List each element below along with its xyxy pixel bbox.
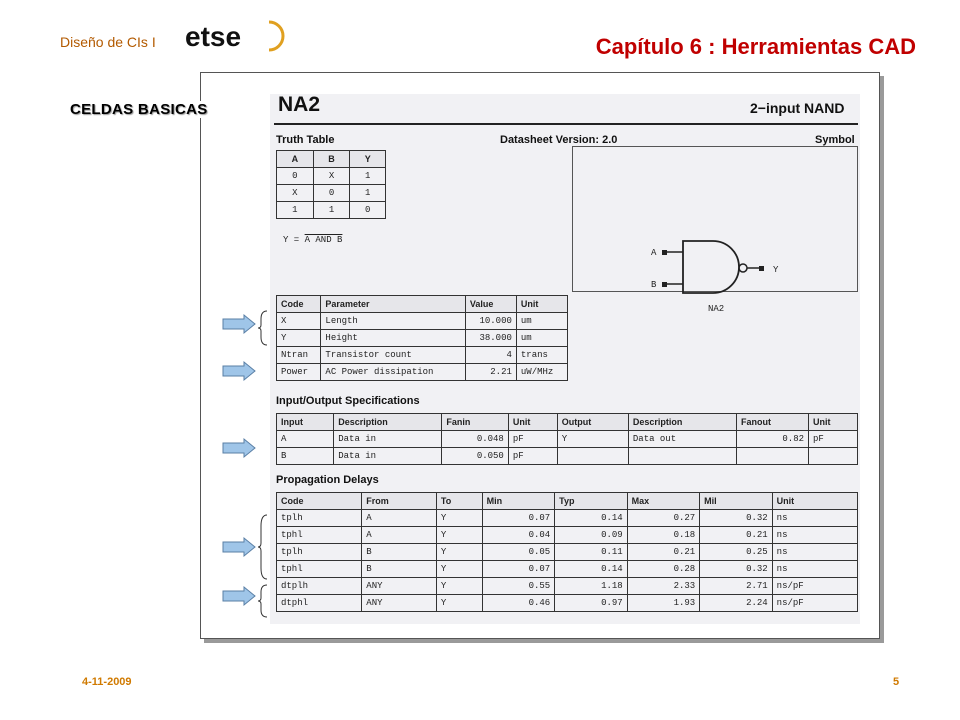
table-row: [277, 347, 568, 364]
table-row: [277, 448, 858, 465]
symbol-title: Symbol: [815, 134, 855, 146]
column-header: Description: [334, 414, 442, 431]
table-cell: 4: [465, 347, 516, 364]
table-cell: 1.18: [555, 578, 628, 595]
column-header: Value: [465, 296, 516, 313]
table-cell: 0.21: [700, 527, 773, 544]
table-row: [277, 185, 386, 202]
table-cell: um: [516, 313, 567, 330]
table-cell: [809, 448, 858, 465]
table-row: [277, 510, 858, 527]
svg-text:Y: Y: [773, 265, 779, 275]
column-header: Parameter: [321, 296, 465, 313]
table-cell: [628, 448, 736, 465]
table-cell: Y: [436, 595, 482, 612]
io-table: [276, 413, 858, 465]
table-cell: 0.05: [482, 544, 555, 561]
divider: [274, 123, 858, 125]
table-row: [277, 595, 858, 612]
column-header: Output: [557, 414, 628, 431]
column-header: B: [313, 151, 350, 168]
truth-table-title: Truth Table: [276, 134, 335, 146]
table-header-row: [277, 414, 858, 431]
table-cell: ANY: [362, 578, 437, 595]
table-row: [277, 578, 858, 595]
column-header: Unit: [772, 493, 857, 510]
io-title: Input/Output Specifications: [276, 395, 420, 407]
table-row: [277, 168, 386, 185]
table-cell: 0.14: [555, 510, 628, 527]
column-header: Typ: [555, 493, 628, 510]
table-cell: B: [362, 561, 437, 578]
table-cell: tphl: [277, 561, 362, 578]
table-cell: 2.24: [700, 595, 773, 612]
svg-text:B: B: [651, 280, 657, 290]
table-cell: 0: [313, 185, 350, 202]
page-number: 5: [893, 676, 900, 688]
table-cell: 0.048: [442, 431, 509, 448]
pointer-arrow: [222, 537, 256, 557]
table-cell: 0.07: [482, 510, 555, 527]
course-title: Diseño de CIs I: [60, 34, 156, 50]
column-header: Min: [482, 493, 555, 510]
table-cell: Length: [321, 313, 465, 330]
column-header: To: [436, 493, 482, 510]
table-cell: Y: [436, 510, 482, 527]
table-cell: 2.71: [700, 578, 773, 595]
table-cell: uW/MHz: [516, 364, 567, 381]
column-header: Y: [350, 151, 386, 168]
table-cell: 1: [350, 168, 386, 185]
table-cell: 0.27: [627, 510, 700, 527]
table-cell: Data in: [334, 448, 442, 465]
table-cell: 0.14: [555, 561, 628, 578]
pointer-arrow: [222, 586, 256, 606]
table-cell: 0.32: [700, 561, 773, 578]
column-header: Description: [628, 414, 736, 431]
table-cell: A: [362, 510, 437, 527]
table-row: [277, 544, 858, 561]
column-header: Unit: [516, 296, 567, 313]
pointer-arrow: [222, 438, 256, 458]
table-cell: 1: [350, 185, 386, 202]
table-cell: Y: [436, 578, 482, 595]
table-cell: 1: [277, 202, 314, 219]
column-header: Unit: [508, 414, 557, 431]
table-cell: 0.09: [555, 527, 628, 544]
table-row: [277, 313, 568, 330]
table-cell: 0.07: [482, 561, 555, 578]
table-cell: Ntran: [277, 347, 321, 364]
table-cell: AC Power dissipation: [321, 364, 465, 381]
table-cell: X: [313, 168, 350, 185]
column-header: Fanin: [442, 414, 509, 431]
table-cell: X: [277, 185, 314, 202]
table-cell: ns/pF: [772, 578, 857, 595]
table-cell: tplh: [277, 544, 362, 561]
table-cell: pF: [809, 431, 858, 448]
column-header: Max: [627, 493, 700, 510]
table-cell: ns: [772, 561, 857, 578]
table-cell: 0.97: [555, 595, 628, 612]
table-cell: dtphl: [277, 595, 362, 612]
column-header: Mil: [700, 493, 773, 510]
table-cell: X: [277, 313, 321, 330]
table-cell: Power: [277, 364, 321, 381]
table-cell: B: [277, 448, 334, 465]
etse-logo: [183, 18, 283, 54]
column-header: Code: [277, 493, 362, 510]
table-cell: 0.32: [700, 510, 773, 527]
table-cell: pF: [508, 448, 557, 465]
table-cell: tplh: [277, 510, 362, 527]
column-header: Unit: [809, 414, 858, 431]
table-cell: Data in: [334, 431, 442, 448]
table-cell: 0.04: [482, 527, 555, 544]
footer-date: 4-11-2009: [82, 676, 132, 688]
table-cell: 0.82: [736, 431, 808, 448]
table-cell: A: [362, 527, 437, 544]
cell-description: 2−input NAND: [750, 100, 845, 116]
table-cell: 0.21: [627, 544, 700, 561]
brace: [258, 514, 268, 580]
table-header-row: [277, 493, 858, 510]
table-cell: ns: [772, 544, 857, 561]
table-row: [277, 330, 568, 347]
cell-name: NA2: [278, 93, 321, 116]
table-cell: ns: [772, 510, 857, 527]
table-cell: um: [516, 330, 567, 347]
pointer-arrow: [222, 314, 256, 334]
symbol-box: [572, 146, 858, 314]
table-cell: tphl: [277, 527, 362, 544]
table-cell: 1: [313, 202, 350, 219]
nand-gate-symbol: [573, 147, 857, 314]
table-cell: trans: [516, 347, 567, 364]
svg-text:A: A: [651, 248, 657, 258]
table-cell: 0.25: [700, 544, 773, 561]
table-cell: 38.000: [465, 330, 516, 347]
table-cell: ns/pF: [772, 595, 857, 612]
table-row: [277, 527, 858, 544]
table-cell: 0.18: [627, 527, 700, 544]
table-cell: 2.21: [465, 364, 516, 381]
column-header: Input: [277, 414, 334, 431]
column-header: A: [277, 151, 314, 168]
column-header: Fanout: [736, 414, 808, 431]
brace: [258, 584, 268, 618]
table-cell: [736, 448, 808, 465]
brace: [258, 310, 268, 346]
table-cell: Data out: [628, 431, 736, 448]
pointer-arrow: [222, 361, 256, 381]
table-cell: 0.46: [482, 595, 555, 612]
table-row: [277, 431, 858, 448]
table-cell: A: [277, 431, 334, 448]
table-cell: Transistor count: [321, 347, 465, 364]
column-header: From: [362, 493, 437, 510]
slide-title: Capítulo 6 : Herramientas CAD: [595, 34, 916, 59]
table-cell: 0: [350, 202, 386, 219]
table-cell: Height: [321, 330, 465, 347]
table-cell: ANY: [362, 595, 437, 612]
table-cell: 1.93: [627, 595, 700, 612]
table-cell: Y: [436, 544, 482, 561]
delays-title: Propagation Delays: [276, 474, 379, 486]
table-row: [277, 364, 568, 381]
table-cell: Y: [557, 431, 628, 448]
table-cell: 0.55: [482, 578, 555, 595]
svg-text:NA2: NA2: [708, 304, 725, 314]
logic-equation: Y = A AND B: [283, 235, 343, 245]
svg-text:etse: etse: [185, 21, 242, 52]
table-cell: Y: [277, 330, 321, 347]
table-row: [277, 202, 386, 219]
column-header: Code: [277, 296, 321, 313]
truth-table: [276, 150, 386, 219]
table-cell: [557, 448, 628, 465]
table-header-row: [277, 151, 386, 168]
table-cell: 2.33: [627, 578, 700, 595]
table-header-row: [277, 296, 568, 313]
parameters-table: [276, 295, 568, 381]
datasheet-version: Datasheet Version: 2.0: [500, 134, 618, 146]
table-row: [277, 561, 858, 578]
table-cell: 10.000: [465, 313, 516, 330]
table-cell: 0.11: [555, 544, 628, 561]
table-cell: Y: [436, 561, 482, 578]
delays-table: [276, 492, 858, 612]
section-label: CELDAS BASICAS: [70, 101, 208, 118]
table-cell: 0.28: [627, 561, 700, 578]
table-cell: pF: [508, 431, 557, 448]
table-cell: ns: [772, 527, 857, 544]
table-cell: Y: [436, 527, 482, 544]
table-cell: dtplh: [277, 578, 362, 595]
table-cell: 0: [277, 168, 314, 185]
table-cell: B: [362, 544, 437, 561]
table-cell: 0.050: [442, 448, 509, 465]
